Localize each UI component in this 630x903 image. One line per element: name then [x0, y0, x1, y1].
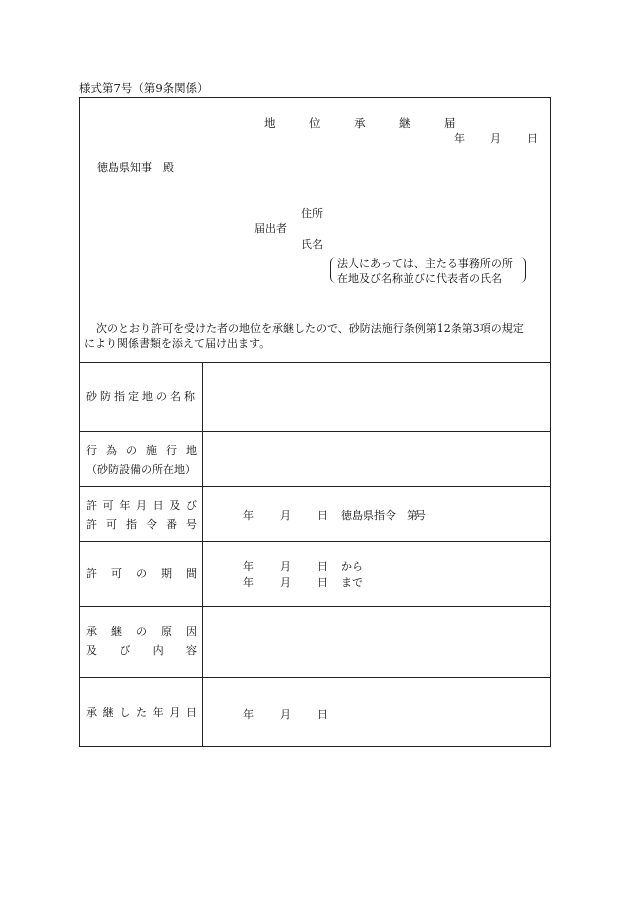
- area-name-label: 砂防指定地の名称: [86, 390, 198, 403]
- row-divider: [80, 677, 550, 678]
- body-text-line1: 次のとおり許可を受けた者の地位を承継したので、砂防法施行条例第12条第3項の規定: [96, 322, 524, 335]
- addressee: 徳島県知事 殿: [97, 161, 174, 174]
- permit-date-and-number[interactable]: 年 月 日 徳島県指令 第号: [243, 509, 426, 522]
- succession-date-label: 承継した年月日: [86, 706, 197, 719]
- date-day: 日: [527, 132, 538, 145]
- column-divider: [202, 362, 203, 746]
- row-divider: [80, 541, 550, 542]
- permit-label: 許可年月日及び 許可指令番号: [86, 499, 197, 531]
- form-number: 様式第7号（第9条関係）: [79, 81, 209, 95]
- applicant-address-label: 住所: [301, 207, 323, 220]
- applicant-role-label: 届出者: [254, 222, 287, 235]
- cause-label: 承継の原因 及び内容: [86, 625, 197, 657]
- row-divider: [80, 486, 550, 487]
- date-month: 月: [490, 132, 501, 145]
- body-text-line2: により関係書類を添えて届け出ます。: [84, 337, 271, 350]
- row-divider: [80, 431, 550, 432]
- row-divider: [80, 606, 550, 607]
- form-title: 地 位 承 継 届: [264, 116, 467, 130]
- period-to[interactable]: 年 月 日 まで: [243, 576, 363, 589]
- succession-date-value[interactable]: 年 月 日: [243, 708, 328, 721]
- corporate-note-line1: 法人にあっては、主たる事務所の所: [337, 257, 513, 270]
- corporate-note-line2: 在地及び名称並びに代表者の氏名: [337, 272, 502, 285]
- applicant-name-label: 氏名: [301, 238, 323, 251]
- form-frame: [79, 97, 551, 747]
- table-top-line: [80, 362, 550, 363]
- site-label: 行為の施行地 （砂防設備の所在地）: [86, 444, 197, 476]
- date-year: 年: [454, 132, 465, 145]
- period-label: 許可の期間: [86, 567, 197, 580]
- period-from[interactable]: 年 月 日 から: [243, 560, 363, 573]
